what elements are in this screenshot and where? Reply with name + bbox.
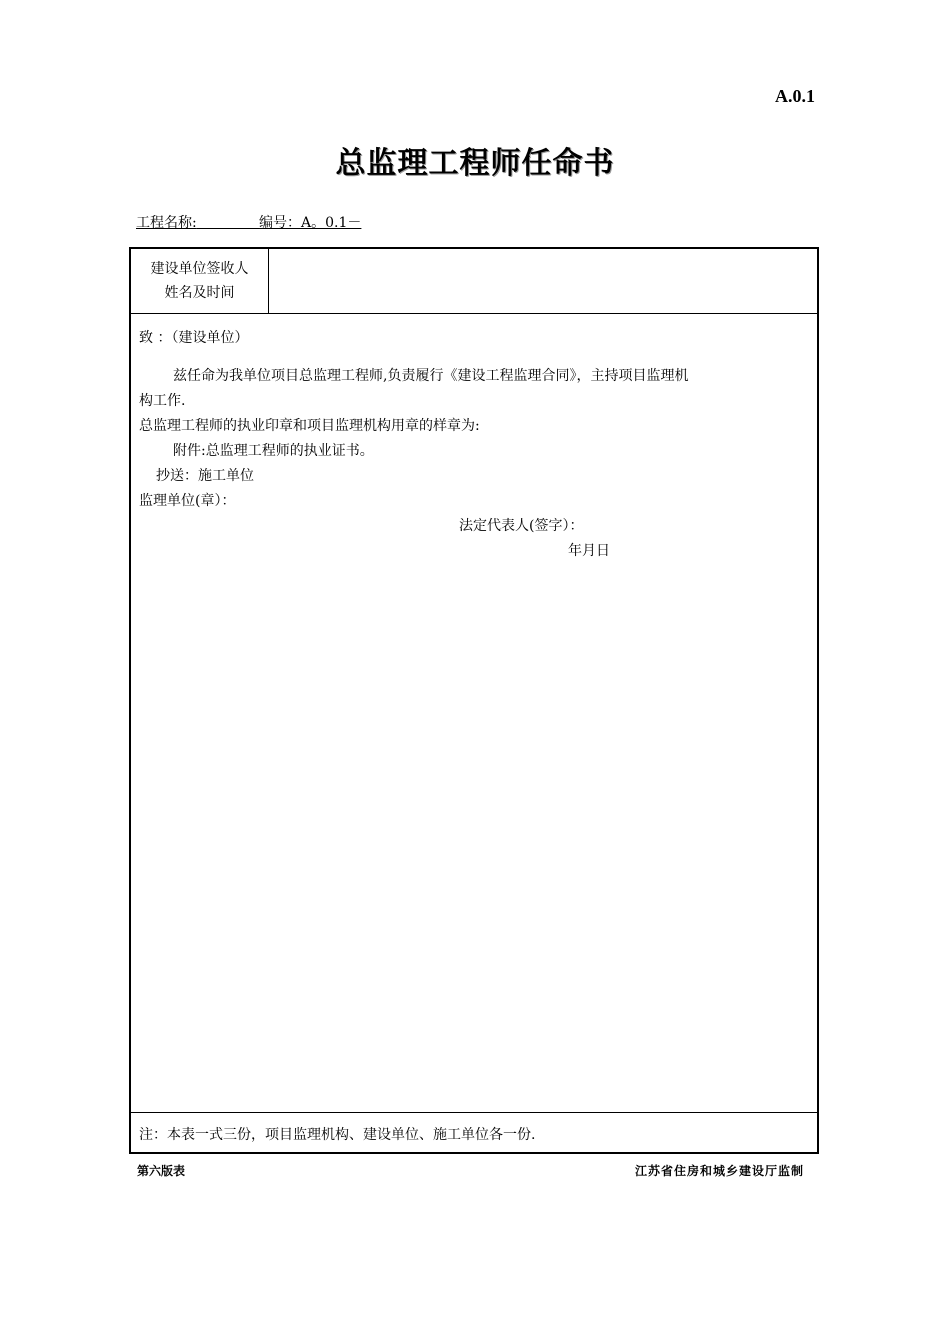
appointment-paragraph-line2: 构工作. (139, 393, 186, 409)
signer-label-line2: 姓名及时间 (164, 285, 235, 301)
supervisor-unit-line: 监理单位(章）： (139, 493, 236, 509)
signer-label-line1: 建设单位签收人 (150, 261, 249, 277)
to-line: 致 ：（建设单位） (139, 330, 249, 346)
seal-line: 总监理工程师的执业印章和项目监理机构用章的样章为: (139, 418, 480, 434)
note-row (131, 1112, 817, 1152)
date-line: 年月日 (568, 543, 610, 559)
form-code: A.0.1 (775, 86, 815, 106)
footer-issuer: 江苏省住房和城乡建设厅监制 (634, 1164, 804, 1178)
cc-line: 抄送：施工单位 (156, 468, 254, 484)
signer-value-cell[interactable] (269, 249, 817, 313)
page-title: 总监理工程师任命书 (335, 146, 615, 181)
appointment-paragraph-line1: 兹任命为我单位项目总监理工程师,负责履行《建设工程监理合同》，主持项目监理机 (173, 368, 689, 384)
signer-row (131, 249, 817, 314)
signer-label-cell (131, 249, 269, 313)
number-label: 编号：A。0.1－ (259, 215, 362, 231)
note-text: 注：本表一式三份，项目监理机构、建设单位、施工单位各一份. (139, 1127, 536, 1143)
legal-rep-line: 法定代表人(签字）： (459, 518, 584, 534)
footer-edition: 第六版表 (137, 1164, 186, 1178)
header-line (136, 212, 361, 232)
form-table (129, 247, 819, 1154)
attachment-line: 附件:总监理工程师的执业证书。 (173, 443, 374, 459)
project-name-label: 工程名称: (136, 215, 197, 231)
